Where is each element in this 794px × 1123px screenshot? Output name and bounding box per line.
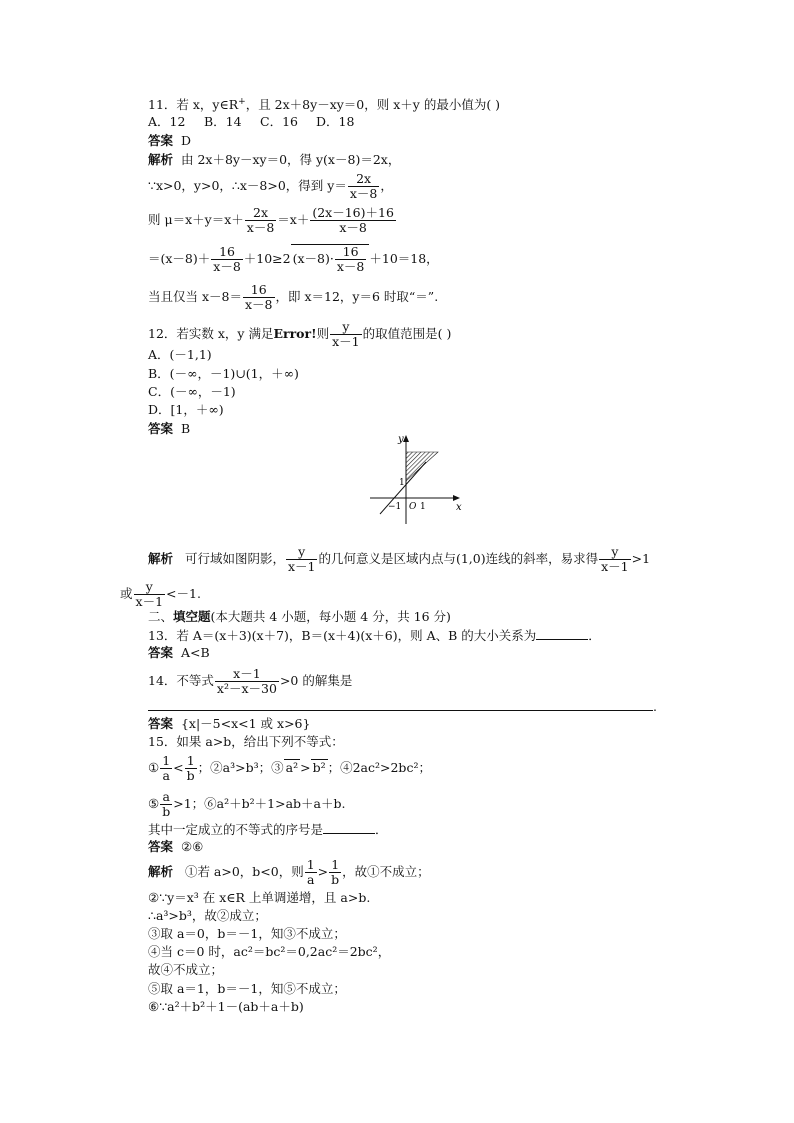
q15-analysis-5: ④当 c＝0 时，ac²＝bc²＝0,2ac²＝2bc²， [148,944,391,959]
section-title: 二、填空题(本大题共 4 小题，每小题 4 分，共 16 分) [148,609,451,624]
q12-option-a: A．(－1,1) [148,347,212,362]
q15-analysis-2: ②∵y＝x³ 在 x∈R 上单调递增，且 a>b. [148,890,371,905]
y-intercept-label: 1 [399,478,405,488]
q12-stem: 12．若实数 x，y 满足Error!则 $\frac{y}{x-1}$ 的取值范围是( ) [148,319,452,349]
q14-stem: 14．不等式 $\frac{x-1}{\text{x²－x－30}}$ >0 的解集是 [148,666,353,696]
q11-options: A．12 B．14 C．16 D．18 [148,114,355,129]
q12-option-b: B．(－∞，－1)∪(1，＋∞) [148,366,299,381]
q12-option-d: D．[1，＋∞) [148,402,224,417]
q15-analysis-8: ⑥∵a²＋b²＋1－(ab＋a＋b) [148,999,304,1014]
q11-stem: 11．若 x，y∈R+，且 2x＋8y－xy＝0，则 x＋y 的最小值为( ) [148,97,501,113]
q12-answer: 答案 B [148,421,191,436]
q14-blank: . [148,698,657,715]
q13-answer: 答案 A<B [148,645,210,660]
q11-analysis-5: 当且仅当 x－8＝ $\frac{16}{x-8}$ ，即 x＝12，y＝6 时取“＝”. [148,282,439,312]
one-label: 1 [420,502,426,512]
q15-stem: 15．如果 a>b，给出下列不等式： [148,734,344,749]
q15-items-2: ⑤ $\frac{a}{b}$ >1；⑥a²＋b²＋1>ab＋a＋b. [148,789,346,819]
q15-answer: 答案 ②⑥ [148,839,204,854]
q12-analysis: 解析 可行域如图阴影， $\frac{y}{x-1}$ 的几何意义是区域内点与(1,0)连线的斜率，易求得 $\frac{y}{x-1}$ >1 [148,544,651,574]
q11-analysis-4: ＝(x－8)＋ $\frac{16}{x-8}$ ＋10≥2 (x－8)· $\frac{16}{x-8}$ ＋10＝18， [148,244,439,274]
q15-items-1: ① $\frac{1}{a}$ < $\frac{1}{b}$ ；②a³>b³；③ a² > b² ；④2ac²>2bc²； [148,753,431,783]
q12-option-c: C．(－∞，－1) [148,384,236,399]
y-axis-label: y [398,434,404,445]
feasible-region-graph [360,432,470,524]
q11-analysis-2: ∵x>0，y>0，∴x－8>0，得到 y＝ $\frac{2x}{x-8}$ ， [148,171,393,201]
q15-analysis-1: 解析 ①若 a>0，b<0，则 $\frac{1}{a}$ > $\frac{1}{b}$ ，故①不成立； [148,857,430,887]
q15-analysis-6: 故④不成立； [148,962,224,977]
origin-label: O [409,502,417,512]
q11-analysis-1: 解析 由 2x＋8y－xy＝0，得 y(x－8)＝2x， [148,152,401,167]
q11-analysis-3: 则 μ＝x＋y＝x＋ $\frac{2x}{x-8}$ ＝x＋ $\frac{(2x-16)+16}{x-8}$ [148,205,394,235]
q12-analysis-cont: 或 $\frac{y}{x-1}$ <－1. [120,579,201,609]
q15-analysis-3: ∴a³>b³，故②成立； [148,908,267,923]
q13-stem: 13．若 A＝(x＋3)(x＋7)，B＝(x＋4)(x＋6)，则 A、B 的大小关系为 ． [148,628,601,643]
q14-answer: 答案 {x|－5<x<1 或 x>6} [148,716,311,731]
q11-answer: 答案 D [148,133,191,148]
q15-analysis-7: ⑤取 a＝1，b＝－1，知⑤不成立； [148,981,346,996]
neg-one-label: −1 [388,502,402,512]
q15-ask: 其中一定成立的不等式的序号是 ． [148,822,388,837]
q15-analysis-4: ③取 a＝0，b＝－1，知③不成立； [148,926,346,941]
x-axis-label: x [456,502,462,513]
